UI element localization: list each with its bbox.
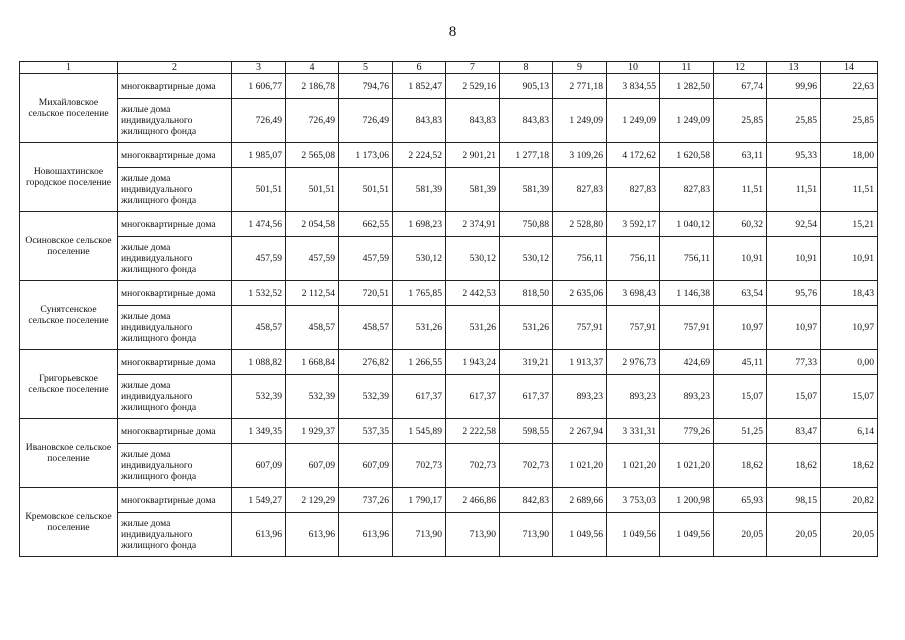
- value-cell: 532,39: [339, 375, 393, 419]
- value-cell: 2 976,73: [607, 350, 660, 375]
- value-cell: 530,12: [393, 237, 446, 281]
- value-cell: 757,91: [553, 306, 607, 350]
- value-cell: 11,51: [767, 168, 821, 212]
- housing-type: жилые дома индивидуального жилищного фонда: [118, 375, 232, 419]
- column-header: 11: [660, 62, 714, 74]
- value-cell: 1 668,84: [286, 350, 339, 375]
- settlement-name: Кремовское сельское поселение: [20, 488, 118, 557]
- housing-type: жилые дома индивидуального жилищного фонда: [118, 168, 232, 212]
- value-cell: 720,51: [339, 281, 393, 306]
- column-header: 6: [393, 62, 446, 74]
- header-row: [20, 62, 878, 74]
- housing-type: многоквартирные дома: [118, 74, 232, 99]
- value-cell: 25,85: [714, 99, 767, 143]
- housing-type: жилые дома индивидуального жилищного фонда: [118, 444, 232, 488]
- value-cell: 95,76: [767, 281, 821, 306]
- value-cell: 713,90: [446, 513, 500, 557]
- column-header: 2: [118, 62, 232, 74]
- value-cell: 10,97: [714, 306, 767, 350]
- value-cell: 11,51: [714, 168, 767, 212]
- value-cell: 726,49: [232, 99, 286, 143]
- value-cell: 60,32: [714, 212, 767, 237]
- value-cell: 1 985,07: [232, 143, 286, 168]
- value-cell: 10,97: [767, 306, 821, 350]
- value-cell: 1 349,35: [232, 419, 286, 444]
- value-cell: 2 112,54: [286, 281, 339, 306]
- value-cell: 1 282,50: [660, 74, 714, 99]
- value-cell: 15,07: [767, 375, 821, 419]
- value-cell: 2 565,08: [286, 143, 339, 168]
- page-number: 8: [448, 24, 457, 40]
- value-cell: 893,23: [660, 375, 714, 419]
- value-cell: 607,09: [232, 444, 286, 488]
- value-cell: 607,09: [286, 444, 339, 488]
- value-cell: 827,83: [607, 168, 660, 212]
- column-header: 14: [821, 62, 878, 74]
- value-cell: 794,76: [339, 74, 393, 99]
- value-cell: 65,93: [714, 488, 767, 513]
- column-header: 7: [446, 62, 500, 74]
- value-cell: 15,07: [714, 375, 767, 419]
- value-cell: 3 592,17: [607, 212, 660, 237]
- value-cell: 77,33: [767, 350, 821, 375]
- value-cell: 15,07: [821, 375, 878, 419]
- value-cell: 0,00: [821, 350, 878, 375]
- value-cell: 319,21: [500, 350, 553, 375]
- value-cell: 20,05: [767, 513, 821, 557]
- tariff-table: [19, 61, 878, 557]
- table-row: [20, 306, 878, 350]
- table-body: [20, 74, 878, 557]
- value-cell: 1 249,09: [607, 99, 660, 143]
- value-cell: 598,55: [500, 419, 553, 444]
- value-cell: 1 021,20: [660, 444, 714, 488]
- value-cell: 92,54: [767, 212, 821, 237]
- housing-type: жилые дома индивидуального жилищного фонда: [118, 513, 232, 557]
- value-cell: 530,12: [446, 237, 500, 281]
- value-cell: 905,13: [500, 74, 553, 99]
- housing-type: многоквартирные дома: [118, 488, 232, 513]
- value-cell: 2 374,91: [446, 212, 500, 237]
- value-cell: 756,11: [660, 237, 714, 281]
- value-cell: 51,25: [714, 419, 767, 444]
- value-cell: 607,09: [339, 444, 393, 488]
- value-cell: 1 146,38: [660, 281, 714, 306]
- value-cell: 10,97: [821, 306, 878, 350]
- value-cell: 1 021,20: [553, 444, 607, 488]
- value-cell: 1 606,77: [232, 74, 286, 99]
- value-cell: 617,37: [446, 375, 500, 419]
- value-cell: 457,59: [232, 237, 286, 281]
- value-cell: 2 528,80: [553, 212, 607, 237]
- value-cell: 18,62: [767, 444, 821, 488]
- settlement-name: Григорьевское сельское поселение: [20, 350, 118, 419]
- value-cell: 501,51: [339, 168, 393, 212]
- value-cell: 18,43: [821, 281, 878, 306]
- value-cell: 2 901,21: [446, 143, 500, 168]
- value-cell: 15,21: [821, 212, 878, 237]
- column-header: 13: [767, 62, 821, 74]
- value-cell: 20,05: [714, 513, 767, 557]
- value-cell: 581,39: [393, 168, 446, 212]
- value-cell: 1 765,85: [393, 281, 446, 306]
- value-cell: 6,14: [821, 419, 878, 444]
- value-cell: 1 200,98: [660, 488, 714, 513]
- table-row: [20, 168, 878, 212]
- column-header: 12: [714, 62, 767, 74]
- value-cell: 3 698,43: [607, 281, 660, 306]
- value-cell: 99,96: [767, 74, 821, 99]
- value-cell: 10,91: [821, 237, 878, 281]
- value-cell: 1 266,55: [393, 350, 446, 375]
- value-cell: 842,83: [500, 488, 553, 513]
- table-row: [20, 74, 878, 99]
- value-cell: 737,26: [339, 488, 393, 513]
- value-cell: 2 771,18: [553, 74, 607, 99]
- value-cell: 1 049,56: [660, 513, 714, 557]
- value-cell: 1 040,12: [660, 212, 714, 237]
- column-header: 8: [500, 62, 553, 74]
- value-cell: 1 532,52: [232, 281, 286, 306]
- value-cell: 276,82: [339, 350, 393, 375]
- column-header: 4: [286, 62, 339, 74]
- value-cell: 1 913,37: [553, 350, 607, 375]
- column-header: 5: [339, 62, 393, 74]
- value-cell: 2 689,66: [553, 488, 607, 513]
- value-cell: 532,39: [232, 375, 286, 419]
- value-cell: 1 049,56: [607, 513, 660, 557]
- value-cell: 613,96: [232, 513, 286, 557]
- value-cell: 25,85: [821, 99, 878, 143]
- value-cell: 779,26: [660, 419, 714, 444]
- value-cell: 1 620,58: [660, 143, 714, 168]
- value-cell: 702,73: [393, 444, 446, 488]
- value-cell: 10,91: [767, 237, 821, 281]
- value-cell: 3 753,03: [607, 488, 660, 513]
- value-cell: 83,47: [767, 419, 821, 444]
- table-row: [20, 212, 878, 237]
- value-cell: 501,51: [232, 168, 286, 212]
- value-cell: 713,90: [500, 513, 553, 557]
- value-cell: 457,59: [286, 237, 339, 281]
- value-cell: 756,11: [553, 237, 607, 281]
- value-cell: 1 088,82: [232, 350, 286, 375]
- value-cell: 1 929,37: [286, 419, 339, 444]
- value-cell: 531,26: [500, 306, 553, 350]
- value-cell: 818,50: [500, 281, 553, 306]
- value-cell: 843,83: [446, 99, 500, 143]
- value-cell: 1 943,24: [446, 350, 500, 375]
- value-cell: 1 277,18: [500, 143, 553, 168]
- value-cell: 1 249,09: [660, 99, 714, 143]
- value-cell: 2 129,29: [286, 488, 339, 513]
- value-cell: 843,83: [500, 99, 553, 143]
- settlement-name: Михайловское сельское поселение: [20, 74, 118, 143]
- value-cell: 3 834,55: [607, 74, 660, 99]
- value-cell: 2 466,86: [446, 488, 500, 513]
- value-cell: 702,73: [446, 444, 500, 488]
- value-cell: 458,57: [286, 306, 339, 350]
- value-cell: 1 852,47: [393, 74, 446, 99]
- value-cell: 531,26: [393, 306, 446, 350]
- table-row: [20, 143, 878, 168]
- housing-type: многоквартирные дома: [118, 143, 232, 168]
- value-cell: 827,83: [660, 168, 714, 212]
- value-cell: 893,23: [607, 375, 660, 419]
- value-cell: 2 222,58: [446, 419, 500, 444]
- value-cell: 10,91: [714, 237, 767, 281]
- value-cell: 827,83: [553, 168, 607, 212]
- value-cell: 2 267,94: [553, 419, 607, 444]
- value-cell: 63,11: [714, 143, 767, 168]
- value-cell: 1 249,09: [553, 99, 607, 143]
- column-header: 3: [232, 62, 286, 74]
- value-cell: 893,23: [553, 375, 607, 419]
- value-cell: 662,55: [339, 212, 393, 237]
- value-cell: 617,37: [500, 375, 553, 419]
- housing-type: многоквартирные дома: [118, 350, 232, 375]
- settlement-name: Осиновское сельское поселение: [20, 212, 118, 281]
- value-cell: 1 545,89: [393, 419, 446, 444]
- value-cell: 1 474,56: [232, 212, 286, 237]
- table-row: [20, 488, 878, 513]
- value-cell: 1 549,27: [232, 488, 286, 513]
- value-cell: 532,39: [286, 375, 339, 419]
- value-cell: 98,15: [767, 488, 821, 513]
- column-header: 1: [20, 62, 118, 74]
- housing-type: многоквартирные дома: [118, 419, 232, 444]
- value-cell: 20,82: [821, 488, 878, 513]
- value-cell: 20,05: [821, 513, 878, 557]
- value-cell: 530,12: [500, 237, 553, 281]
- settlement-name: Сунятсенское сельское поселение: [20, 281, 118, 350]
- value-cell: 843,83: [393, 99, 446, 143]
- value-cell: 18,62: [714, 444, 767, 488]
- housing-type: жилые дома индивидуального жилищного фонда: [118, 306, 232, 350]
- value-cell: 63,54: [714, 281, 767, 306]
- value-cell: 2 186,78: [286, 74, 339, 99]
- value-cell: 2 442,53: [446, 281, 500, 306]
- value-cell: 750,88: [500, 212, 553, 237]
- value-cell: 2 635,06: [553, 281, 607, 306]
- housing-type: жилые дома индивидуального жилищного фонда: [118, 237, 232, 281]
- table-row: [20, 237, 878, 281]
- value-cell: 2 054,58: [286, 212, 339, 237]
- value-cell: 1 021,20: [607, 444, 660, 488]
- value-cell: 1 698,23: [393, 212, 446, 237]
- value-cell: 1 790,17: [393, 488, 446, 513]
- value-cell: 45,11: [714, 350, 767, 375]
- settlement-name: Ивановское сельское поселение: [20, 419, 118, 488]
- value-cell: 18,62: [821, 444, 878, 488]
- table-row: [20, 375, 878, 419]
- value-cell: 2 224,52: [393, 143, 446, 168]
- value-cell: 4 172,62: [607, 143, 660, 168]
- table-row: [20, 444, 878, 488]
- table-row: [20, 350, 878, 375]
- housing-type: многоквартирные дома: [118, 281, 232, 306]
- value-cell: 726,49: [286, 99, 339, 143]
- value-cell: 457,59: [339, 237, 393, 281]
- value-cell: 67,74: [714, 74, 767, 99]
- value-cell: 617,37: [393, 375, 446, 419]
- value-cell: 424,69: [660, 350, 714, 375]
- value-cell: 501,51: [286, 168, 339, 212]
- value-cell: 1 049,56: [553, 513, 607, 557]
- value-cell: 95,33: [767, 143, 821, 168]
- value-cell: 25,85: [767, 99, 821, 143]
- value-cell: 757,91: [607, 306, 660, 350]
- value-cell: 11,51: [821, 168, 878, 212]
- column-header: 10: [607, 62, 660, 74]
- settlement-name: Новошахтинское городское поселение: [20, 143, 118, 212]
- housing-type: многоквартирные дома: [118, 212, 232, 237]
- value-cell: 702,73: [500, 444, 553, 488]
- value-cell: 1 173,06: [339, 143, 393, 168]
- value-cell: 756,11: [607, 237, 660, 281]
- value-cell: 581,39: [500, 168, 553, 212]
- value-cell: 18,00: [821, 143, 878, 168]
- value-cell: 713,90: [393, 513, 446, 557]
- value-cell: 537,35: [339, 419, 393, 444]
- housing-type: жилые дома индивидуального жилищного фонда: [118, 99, 232, 143]
- table-row: [20, 513, 878, 557]
- value-cell: 613,96: [339, 513, 393, 557]
- value-cell: 458,57: [232, 306, 286, 350]
- value-cell: 458,57: [339, 306, 393, 350]
- value-cell: 613,96: [286, 513, 339, 557]
- value-cell: 531,26: [446, 306, 500, 350]
- column-header: 9: [553, 62, 607, 74]
- table-row: [20, 419, 878, 444]
- value-cell: 3 109,26: [553, 143, 607, 168]
- value-cell: 22,63: [821, 74, 878, 99]
- value-cell: 3 331,31: [607, 419, 660, 444]
- table-row: [20, 99, 878, 143]
- value-cell: 757,91: [660, 306, 714, 350]
- value-cell: 581,39: [446, 168, 500, 212]
- value-cell: 2 529,16: [446, 74, 500, 99]
- table-row: [20, 281, 878, 306]
- value-cell: 726,49: [339, 99, 393, 143]
